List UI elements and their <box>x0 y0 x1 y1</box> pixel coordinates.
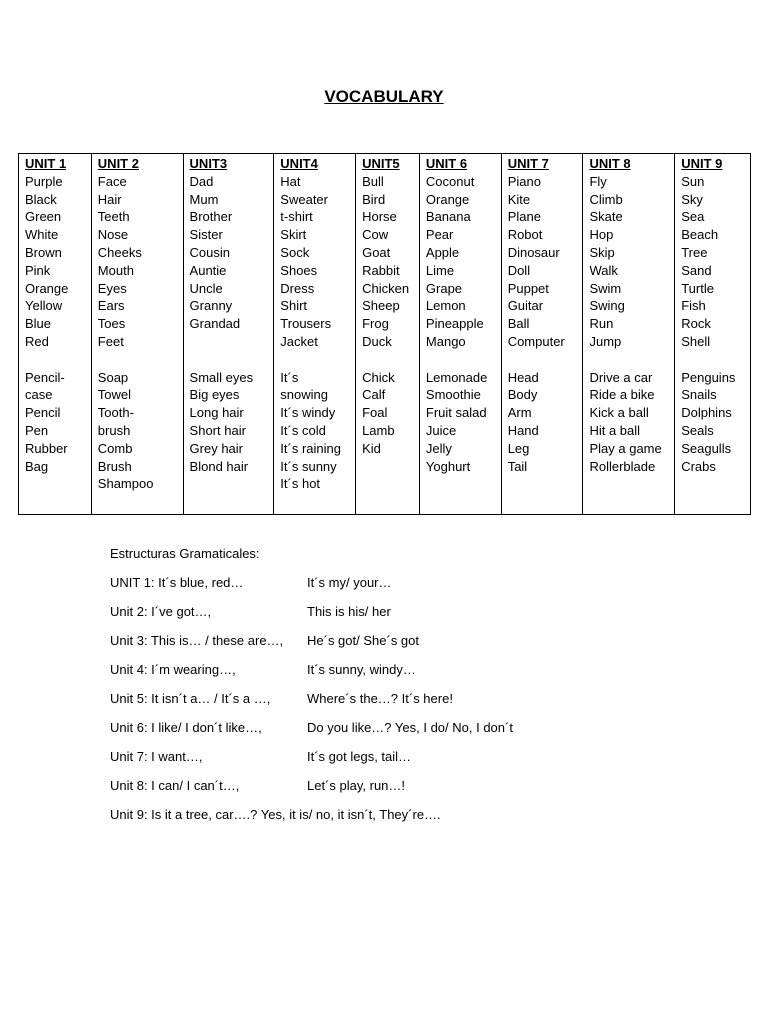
vocab-word: Brother <box>189 209 233 225</box>
vocab-word: Shampoo <box>97 476 154 492</box>
vocab-word: Head <box>507 369 539 385</box>
vocab-word: Grey hair <box>189 440 244 456</box>
vocab-word: Sand <box>681 262 712 278</box>
vocab-word: Toes <box>97 316 126 332</box>
unit-heading: UNIT 8 <box>589 156 631 171</box>
unit-heading: UNIT4 <box>280 156 318 171</box>
vocab-word: Walk <box>589 262 618 278</box>
vocab-word: Chicken <box>362 280 410 296</box>
vocab-word: Robot <box>507 227 543 243</box>
vocab-word: Pineapple <box>425 316 484 332</box>
unit-column <box>420 154 502 514</box>
vocab-word: Foal <box>362 405 388 421</box>
vocab-word: brush <box>97 422 131 438</box>
vocab-word: Bull <box>362 173 384 189</box>
vocab-word: Pencil- <box>25 369 65 385</box>
vocab-word: Sheep <box>362 298 400 314</box>
vocab-word: Comb <box>97 440 133 456</box>
vocab-word: Pear <box>425 227 454 243</box>
vocab-word: Apple <box>425 244 460 260</box>
vocab-word: Play a game <box>589 440 662 456</box>
grammar-structure: Unit 9: Is it a tree, car….? Yes, it is/ no, it isn´t, They´re…. <box>110 807 441 822</box>
vocab-word: Horse <box>362 209 397 225</box>
vocab-word: Turtle <box>681 280 714 296</box>
vocab-word: snowing <box>280 387 328 403</box>
vocab-word: It´s windy <box>280 405 336 421</box>
vocab-word: Piano <box>507 173 541 189</box>
unit-column <box>274 154 356 514</box>
vocab-word: Lime <box>425 262 455 278</box>
vocab-word: Blond hair <box>189 458 249 474</box>
unit-heading: UNIT 6 <box>425 156 468 171</box>
vocab-word: Small eyes <box>189 369 254 385</box>
unit-heading: UNIT 1 <box>25 156 67 171</box>
vocab-word: Hit a ball <box>589 422 641 438</box>
vocab-word: Skirt <box>280 227 307 243</box>
vocab-word: White <box>25 227 59 243</box>
vocab-word: Frog <box>362 316 389 332</box>
vocab-word: Brush <box>97 458 132 474</box>
vocab-word: Jacket <box>280 333 318 349</box>
vocab-word: Sweater <box>280 191 328 207</box>
vocab-word: Red <box>25 333 49 349</box>
vocab-word: Fruit salad <box>425 405 487 421</box>
vocab-word: Sky <box>681 191 703 207</box>
grammar-example: It´s sunny, windy… <box>307 662 416 677</box>
grammar-row <box>110 720 750 738</box>
vocab-word: Grandad <box>189 316 241 332</box>
vocab-word: Nose <box>97 227 129 243</box>
vocab-word: Orange <box>425 191 470 207</box>
vocab-word: Skip <box>589 244 615 260</box>
vocab-word: Hop <box>589 227 614 243</box>
grammar-row <box>110 633 750 651</box>
vocab-word: Smoothie <box>425 387 481 403</box>
vocab-word: Kick a ball <box>589 405 649 421</box>
unit-column <box>356 154 420 514</box>
grammar-example: This is his/ her <box>307 604 391 619</box>
vocab-word: Cousin <box>189 244 231 260</box>
vocab-word: Cheeks <box>97 244 142 260</box>
vocab-word: Leg <box>507 440 530 456</box>
vocab-word: Granny <box>189 298 233 314</box>
vocab-word: Lamb <box>362 422 395 438</box>
vocab-word: Swim <box>589 280 622 296</box>
unit-column <box>502 154 584 514</box>
vocab-word: Green <box>25 209 62 225</box>
vocab-word: Lemon <box>425 298 466 314</box>
grammar-structure: Unit 8: I can/ I can´t…, <box>110 778 240 793</box>
grammar-row <box>110 807 750 825</box>
vocab-word: Ball <box>507 316 530 332</box>
grammar-example: Let´s play, run…! <box>307 778 406 793</box>
vocabulary-table <box>18 153 751 515</box>
vocab-word: Hat <box>280 173 301 189</box>
vocab-word: Short hair <box>189 422 246 438</box>
grammar-example: Do you like…? Yes, I do/ No, I don´t <box>307 720 513 735</box>
vocab-word: Penguins <box>681 369 736 385</box>
grammar-structure: Unit 2: I´ve got…, <box>110 604 212 619</box>
vocab-word: Eyes <box>97 280 127 296</box>
vocab-word: Bag <box>25 458 49 474</box>
unit-column <box>92 154 184 514</box>
vocab-word: Seagulls <box>681 440 732 456</box>
vocab-word: Fish <box>681 298 706 314</box>
vocab-word: Teeth <box>97 209 130 225</box>
vocab-word: Mouth <box>97 262 134 278</box>
vocab-word: Feet <box>97 333 124 349</box>
vocab-word: Climb <box>589 191 623 207</box>
vocab-word: Bird <box>362 191 386 207</box>
vocab-word: Juice <box>425 422 457 438</box>
vocab-word: Doll <box>507 262 531 278</box>
grammar-row <box>110 662 750 680</box>
vocab-word: Seals <box>681 422 714 438</box>
vocab-word: Mango <box>425 333 466 349</box>
vocab-word: Jump <box>589 333 622 349</box>
vocab-word: Long hair <box>189 405 244 421</box>
grammar-example: He´s got/ She´s got <box>307 633 419 648</box>
vocab-word: Goat <box>362 244 391 260</box>
vocab-word: Dolphins <box>681 405 732 421</box>
vocab-word: Hair <box>97 191 122 207</box>
unit-column <box>583 154 675 514</box>
vocab-word: Duck <box>362 333 392 349</box>
vocab-word: Rock <box>681 316 711 332</box>
vocab-word: Purple <box>25 173 63 189</box>
vocab-word: Yellow <box>25 298 63 314</box>
vocab-word: Lemonade <box>425 369 488 385</box>
vocab-word: Towel <box>97 387 132 403</box>
vocab-word: It´s cold <box>280 422 326 438</box>
unit-heading: UNIT 9 <box>681 156 723 171</box>
grammar-row <box>110 691 750 709</box>
vocab-word: Coconut <box>425 173 475 189</box>
vocab-word: Dad <box>189 173 214 189</box>
vocab-word: Auntie <box>189 262 227 278</box>
vocab-word: Body <box>507 387 538 403</box>
grammar-structure: Unit 6: I like/ I don´t like…, <box>110 720 262 735</box>
unit-heading: UNIT 7 <box>507 156 549 171</box>
grammar-row <box>110 749 750 767</box>
vocab-word: Tree <box>681 244 708 260</box>
vocab-word: Brown <box>25 244 62 260</box>
vocab-word: Kid <box>362 440 381 456</box>
vocab-word: Orange <box>25 280 69 296</box>
vocab-word: It´s hot <box>280 476 321 492</box>
page-title: VOCABULARY <box>324 87 444 106</box>
vocab-word: Kite <box>507 191 531 207</box>
vocab-word: Tooth- <box>97 405 134 421</box>
vocab-word: Snails <box>681 387 717 403</box>
unit-heading: UNIT3 <box>189 156 228 171</box>
vocab-word: Drive a car <box>589 369 653 385</box>
grammar-structure: Unit 4: I´m wearing…, <box>110 662 236 677</box>
vocab-word: Blue <box>25 316 52 332</box>
vocab-word: Rabbit <box>362 262 400 278</box>
vocab-word: Plane <box>507 209 541 225</box>
vocab-word: Puppet <box>507 280 549 296</box>
unit-column <box>675 154 750 514</box>
vocab-word: Pencil <box>25 405 61 421</box>
vocab-word: Crabs <box>681 458 716 474</box>
unit-heading: UNIT5 <box>362 156 400 171</box>
vocab-word: Shirt <box>280 298 308 314</box>
vocab-word: Rubber <box>25 440 68 456</box>
vocab-word: Calf <box>362 387 386 403</box>
vocab-word: It´s <box>280 369 299 385</box>
vocab-word: Sea <box>681 209 705 225</box>
unit-column <box>184 154 275 514</box>
vocab-word: Tail <box>507 458 528 474</box>
vocab-word: Trousers <box>280 316 332 332</box>
vocab-word: Yoghurt <box>425 458 471 474</box>
vocab-word: Mum <box>189 191 219 207</box>
vocab-word: Dinosaur <box>507 244 560 260</box>
vocab-word: Arm <box>507 405 532 421</box>
vocab-word: Jelly <box>425 440 452 456</box>
vocab-word: Hand <box>507 422 539 438</box>
vocab-word: Ears <box>97 298 125 314</box>
grammar-example: It´s got legs, tail… <box>307 749 412 764</box>
vocab-word: Grape <box>425 280 463 296</box>
grammar-example: Where´s the…? It´s here! <box>307 691 453 706</box>
vocab-word: Cow <box>362 227 389 243</box>
vocab-word: t-shirt <box>280 209 313 225</box>
vocab-word: Fly <box>589 173 607 189</box>
vocab-word: Swing <box>589 298 625 314</box>
vocab-word: It´s sunny <box>280 458 337 474</box>
vocab-word: Run <box>589 316 614 332</box>
grammar-heading: Estructuras Gramaticales: <box>110 546 260 561</box>
grammar-structure: Unit 3: This is… / these are…, <box>110 633 284 648</box>
vocab-word: Black <box>25 191 57 207</box>
vocab-word: Rollerblade <box>589 458 656 474</box>
unit-column <box>19 154 92 514</box>
vocab-word: Guitar <box>507 298 544 314</box>
vocab-word: Beach <box>681 227 719 243</box>
grammar-structure: UNIT 1: It´s blue, red… <box>110 575 244 590</box>
vocab-word: Face <box>97 173 127 189</box>
vocab-word: case <box>25 387 53 403</box>
vocab-word: Pen <box>25 422 49 438</box>
grammar-structure: Unit 5: It isn´t a… / It´s a …, <box>110 691 271 706</box>
vocab-word: Dress <box>280 280 315 296</box>
vocab-word: Soap <box>97 369 129 385</box>
vocab-word: Sun <box>681 173 705 189</box>
vocab-word: Skate <box>589 209 623 225</box>
vocab-word: Sock <box>280 244 310 260</box>
vocab-word: Sister <box>189 227 223 243</box>
grammar-row <box>110 575 750 593</box>
vocab-word: Uncle <box>189 280 223 296</box>
grammar-row <box>110 778 750 796</box>
vocab-word: Computer <box>507 333 565 349</box>
grammar-example: It´s my/ your… <box>307 575 392 590</box>
vocab-word: Shoes <box>280 262 318 278</box>
vocab-word: Shell <box>681 333 711 349</box>
vocab-word: Ride a bike <box>589 387 655 403</box>
vocab-word: Banana <box>425 209 471 225</box>
vocab-word: Chick <box>362 369 395 385</box>
grammar-row <box>110 604 750 622</box>
unit-heading: UNIT 2 <box>97 156 139 171</box>
vocab-word: Pink <box>25 262 51 278</box>
grammar-structure: Unit 7: I want…, <box>110 749 203 764</box>
vocab-word: It´s raining <box>280 440 341 456</box>
vocab-word: Big eyes <box>189 387 240 403</box>
